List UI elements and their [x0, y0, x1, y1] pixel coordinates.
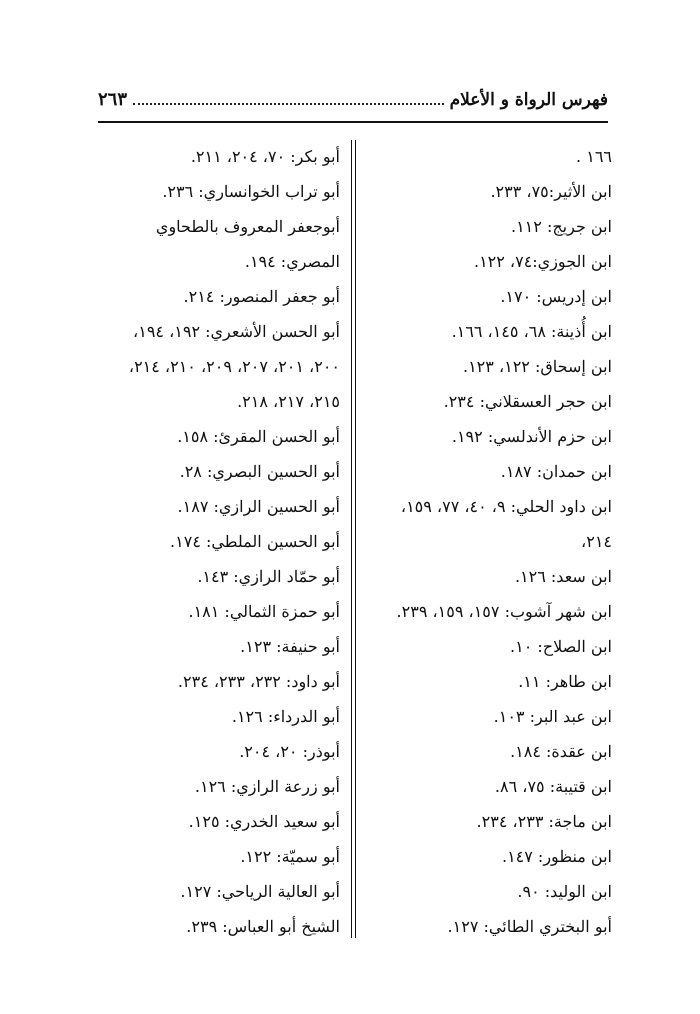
index-entry: أبو حمزة الثمالي: ١٨١. — [188, 602, 340, 621]
index-entry: ٢١٤، — [581, 532, 612, 551]
index-entry: أبو تراب الخوانساري: ٢٣٦. — [162, 182, 340, 201]
page-number: ٢٦٣ — [98, 89, 128, 110]
column-divider — [351, 140, 356, 938]
index-entry: ابن الصلاح: ١٠. — [510, 637, 612, 656]
index-entry: أبوذر: ٢٠، ٢٠٤. — [239, 742, 340, 761]
index-entry: أبو حنيفة: ١٢٣. — [240, 637, 340, 656]
index-entry: أبو سعيد الخدري: ١٢٥. — [188, 812, 340, 831]
index-entry: ابن منظور: ١٤٧. — [501, 847, 612, 866]
index-entry: ابن إسحاق: ١٢٢، ١٢٣. — [462, 357, 612, 376]
index-entry: ابن حمدان: ١٨٧. — [500, 462, 612, 481]
index-entry: أبو داود: ٢٣٢، ٢٣٣، ٢٣٤. — [177, 672, 340, 691]
running-title: فهرس الرواة و الأعلام — [449, 90, 608, 110]
index-entry: أبو الحسين الملطي: ١٧٤. — [170, 532, 340, 551]
index-entry: أبو العالية الرياحي: ١٢٧. — [180, 882, 340, 901]
index-entry: ابن حزم الأندلسي: ١٩٢. — [451, 427, 612, 446]
index-entry: المصري: ١٩٤. — [244, 252, 340, 271]
index-entry: أبو البختري الطائي: ١٢٧. — [447, 917, 612, 936]
index-entry: ابن قتيبة: ٧٥، ٨٦. — [494, 777, 612, 796]
index-entry: ٢١٥، ٢١٧، ٢١٨. — [237, 392, 340, 411]
header-rule — [98, 121, 608, 123]
index-entry: أبو بكر: ٧٠، ٢٠٤، ٢١١. — [190, 147, 340, 166]
index-entry: ابن داود الحلي: ٩، ٤٠، ٧٧، ١٥٩، — [400, 497, 612, 516]
index-entry: ابن عبد البر: ١٠٣. — [493, 707, 612, 726]
index-entry: أبو حمّاد الرازي: ١٤٣. — [197, 567, 340, 586]
index-entry: ابن سعد: ١٢٦. — [514, 567, 612, 586]
index-entry: الشيخ أبو العباس: ٢٣٩. — [186, 917, 340, 936]
index-entry: أبو الحسين البصري: ٢٨. — [179, 462, 340, 481]
index-entry: أبو الحسن المقرئ: ١٥٨. — [177, 427, 340, 446]
index-entry: أبو الحسين الرازي: ١٨٧. — [177, 497, 340, 516]
index-entry: أبو سميّة: ١٢٢. — [240, 847, 340, 866]
index-entry: ابن عقدة: ١٨٤. — [510, 742, 612, 761]
index-entry: ابن الجوزي:٧٤، ١٢٢. — [473, 252, 612, 271]
index-entry: أبو الدرداء: ١٢٦. — [231, 707, 340, 726]
index-entry: ابن إدريس: ١٧٠. — [500, 287, 612, 306]
index-entry: ابن ماجة: ٢٣٣، ٢٣٤. — [476, 812, 612, 831]
index-entry: ابن جريج: ١١٢. — [510, 217, 612, 236]
index-entry: ابن طاهر: ١١. — [518, 672, 612, 691]
index-entry: ابن الأثير:٧٥، ٢٣٣. — [490, 182, 612, 201]
index-column-right — [360, 139, 612, 944]
index-entry: ابن أُذينة: ٦٨، ١٤٥، ١٦٦. — [451, 322, 612, 341]
index-entry: أبو زرعة الرازي: ١٢٦. — [194, 777, 340, 796]
index-entry: أبو الحسن الأشعري: ١٩٢، ١٩٤، — [133, 322, 340, 341]
index-entry: ابن شهر آشوب: ١٥٧، ١٥٩، ٢٣٩. — [396, 602, 612, 621]
index-column-left — [96, 139, 340, 944]
index-entry: ٢٠٠، ٢٠١، ٢٠٧، ٢٠٩، ٢١٠، ٢١٤، — [128, 357, 340, 376]
index-entry: ابن الوليد: ٩٠. — [517, 882, 612, 901]
header-leader-dots — [133, 103, 444, 105]
page-header — [98, 88, 608, 110]
index-entry: ١٦٦ . — [576, 147, 612, 166]
index-entry: أبو جعفر المنصور: ٢١٤. — [183, 287, 340, 306]
index-entry: ابن حجر العسقلاني: ٢٣٤. — [443, 392, 612, 411]
index-entry: أبوجعفر المعروف بالطحاوي — [155, 217, 340, 236]
